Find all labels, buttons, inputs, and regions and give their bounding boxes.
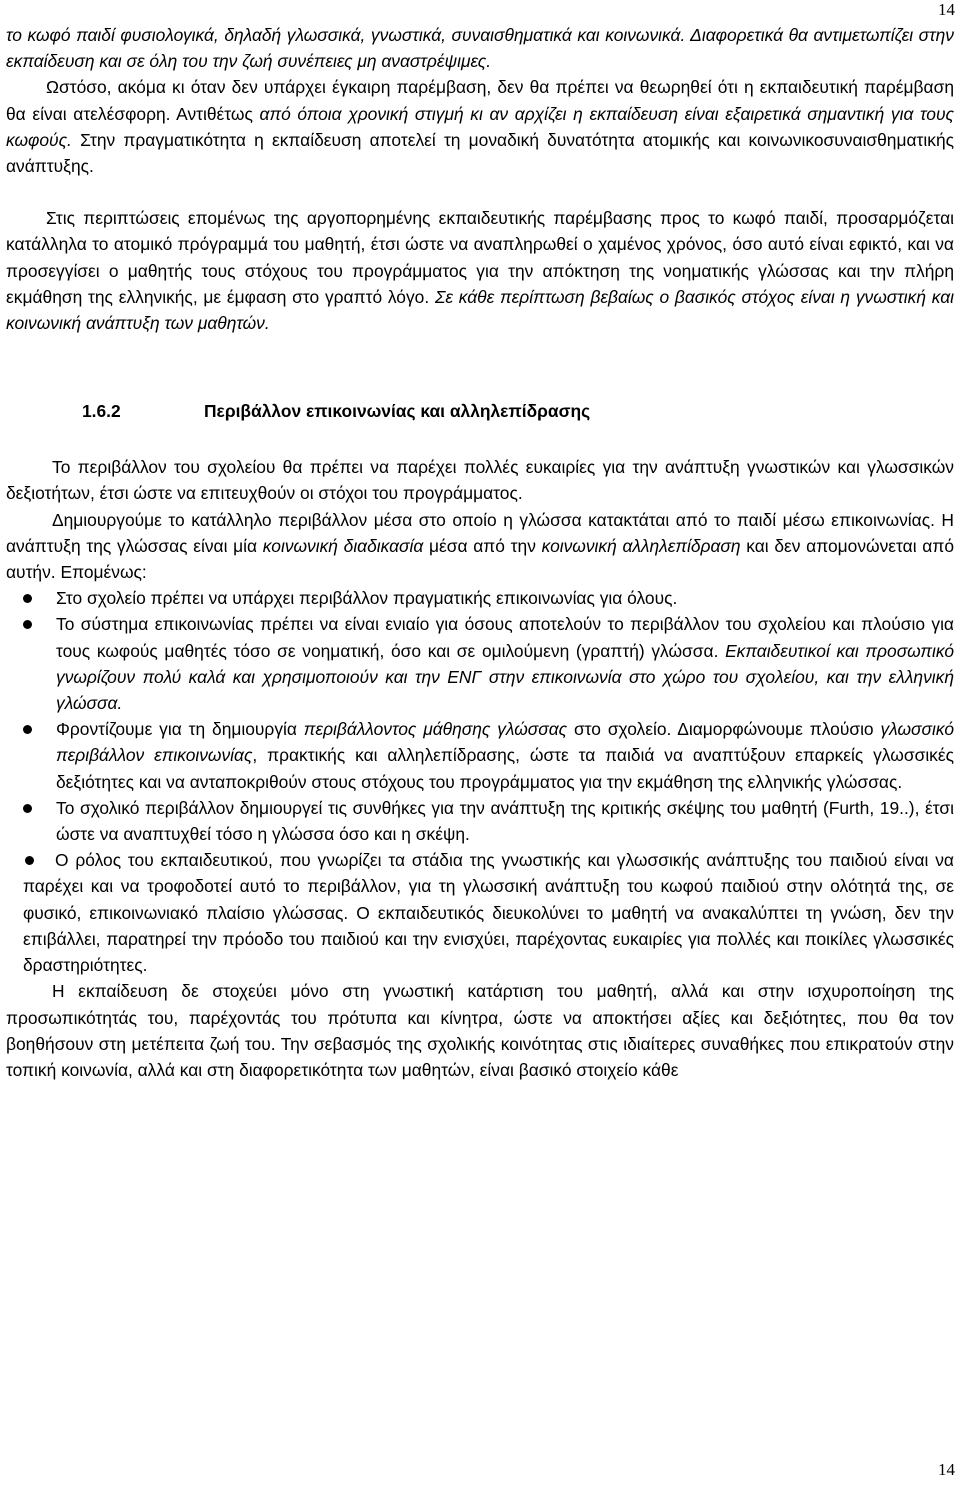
paragraph-school-environment — [6, 454, 954, 506]
paragraph-text: Η εκπαίδευση δε στοχεύει μόνο στη γνωστική κατάρτιση του μαθητή, αλλά και στην ισχυροποίηση της προσωπικότητάς του, παρέχοντάς του πρότυπα και κίνητρα, ώστε να αποκτήσει αξίες και δεξιότητες, που θα τον βοηθήσουν στη μετέπειτα ζωή του. Την σεβασμός της σχολικής κοινότητας στις ιδιαίτερες συναθήκες που επικρατούν στην τοπική κοινωνία, αλλά και στη διαφορετικότητα των μαθητών, είναι βασικό στοιχείο κάθε — [6, 981, 954, 1080]
emphasis-text: Σε κάθε περίπτωση βεβαίως ο βασικός στόχος είναι η γνωστική και κοινωνική ανάπτυξη των μαθητών. — [6, 286, 954, 334]
list-item — [6, 585, 954, 611]
list-item — [6, 847, 954, 978]
paragraph-communication — [6, 507, 954, 586]
paragraph-education-goals — [6, 978, 954, 1083]
emphasis-text: από όποια χρονική στιγμή κι αν αρχίζει η εκπαίδευση είναι εξαιρετικά σημαντική για τους κωφούς. — [6, 103, 954, 150]
list-item-text: Φροντίζουμε για τη δημιουργία — [56, 719, 304, 740]
paragraph-text: Το περιβάλλον του σχολείου θα πρέπει να παρέχει πολλές ευκαιρίες για την ανάπτυξη γνωστικών και γλωσσικών δεξιοτήτων, έτσι ώστε να επιτευχθούν οι στόχοι του προγράμματος. — [6, 457, 954, 504]
bullet-icon — [23, 804, 32, 813]
bullet-icon — [23, 594, 32, 603]
list-item-text: στο σχολείο. Διαμορφώνουμε πλούσιο — [567, 719, 881, 740]
bullet-list — [6, 585, 954, 978]
bullet-icon — [25, 856, 34, 865]
paragraph-continuation — [6, 22, 954, 74]
list-item-text: Στο σχολείο πρέπει να υπάρχει περιβάλλον πραγματικής επικοινωνίας για όλους. — [56, 588, 678, 609]
emphasis-text: κοινωνική διαδικασία — [262, 535, 424, 556]
page-number-bottom: 14 — [938, 1460, 955, 1479]
paragraph-late-intervention — [6, 205, 954, 336]
bullet-icon — [23, 725, 32, 734]
emphasis-text: κοινωνική αλληλεπίδραση — [541, 535, 741, 556]
list-item — [6, 795, 954, 847]
page-number-top: 14 — [938, 0, 955, 19]
list-item — [6, 611, 954, 716]
paragraph-text: Στις περιπτώσεις επομένως της αργοπορημένης εκπαιδευτικής παρέμβασης προς το κωφό παιδί, προσαρμόζεται κατάλληλα το ατομικό πρόγραμμά του μαθητή, έτσι ώστε να αναπληρωθεί ο χαμένος χρόνος, όσο αυτό είναι εφικτό, και να προσεγγίσει ο μαθητής τους στόχους του προγράμματος για την απόκτηση της νοηματικής γλώσσας και την πλήρη εκμάθηση της ελληνικής, με έμφαση στο γραπτό λόγο. — [6, 208, 954, 307]
paragraph-text: Στην πραγματικότητα η εκπαίδευση αποτελεί τη μοναδική δυνατότητα ατομικής και κοινωνικοσυναισθηματικής ανάπτυξης. — [6, 129, 954, 177]
list-item-text: Το σύστημα επικοινωνίας πρέπει να είναι ενιαίο για όσους αποτελούν το περιβάλλον του σχολείου και πλούσιο για τους κωφούς μαθητές τόσο σε νοηματική, όσο και σε ομιλούμενη (γραπτή) γλώσσα. — [56, 614, 954, 661]
paragraph-text: και δεν απομονώνεται από αυτήν. Επομένως: — [6, 535, 954, 583]
list-item-text: Το σχολικό περιβάλλον δημιουργεί τις συνθήκες για την ανάπτυξη της κριτικής σκέψης του μαθητή (Furth, 19..), έτσι ώστε να αναπτυχθεί τόσο η γλώσσα όσο και η σκέψη. — [56, 797, 954, 845]
paragraph-text: Ωστόσο, ακόμα κι όταν δεν υπάρχει έγκαιρη παρέμβαση, δεν θα πρέπει να θεωρηθεί ότι η εκπαιδευτική παρέμβαση θα είναι ατελέσφορη. Αντιθέτως — [6, 77, 954, 124]
paragraph-early-intervention — [6, 74, 954, 179]
paragraph-text: μέσα από την — [423, 535, 542, 556]
emphasis-text: περιβάλλοντος μάθησης γλώσσας — [303, 719, 568, 740]
section-number: 1.6.2 — [82, 401, 121, 422]
list-item — [6, 716, 954, 795]
paragraph-text: Δημιουργούμε το κατάλληλο περιβάλλον μέσα στο οποίο η γλώσσα κατακτάται από το παιδί μέσω επικοινωνίας. Η ανάπτυξη της γλώσσας είναι μία — [6, 509, 954, 556]
paragraph-text: το κωφό παιδί φυσιολογικά, δηλαδή γλωσσικά, γνωστικά, συναισθηματικά και κοινωνικά. Διαφορετικά θα αντιμετωπίζει στην εκπαίδευση και σε όλη του την ζωή συνέπειες μη αναστρέψιμες. — [6, 25, 954, 72]
emphasis-text: γλωσσικό περιβάλλον επικοινωνίας — [56, 719, 954, 766]
document-body — [6, 22, 954, 1083]
bullet-icon — [23, 620, 32, 629]
list-item-text: Ο ρόλος του εκπαιδευτικού, που γνωρίζει τα στάδια της γνωστικής και γλωσσικής ανάπτυξης του παιδιού είναι να παρέχει και να τροφοδοτεί αυτό το περιβάλλον, για τη γλωσσική ανάπτυξη του κωφού παιδιού στην ολότητά της, σε φυσικό, επικοινωνιακό πλαίσιο γλώσσας. Ο εκπαιδευτικός διευκολύνει το μαθητή να ανακαλύπτει τη γνώση, δεν την επιβάλλει, παρατηρεί την πρόοδο του παιδιού και την ενισχύει, παρέχοντας ευκαιρίες για πολλές και ποικίλες γλωσσικές δραστηριότητες. — [23, 850, 954, 976]
section-heading — [6, 398, 954, 424]
list-item-text: , πρακτικής και αλληλεπίδρασης, ώστε τα παιδιά να αναπτύξουν επαρκείς γλωσσικές δεξιότητες και να ανταποκριθούν στους στόχους του προγράμματος για την εκμάθηση της ελληνικής γλώσσας. — [56, 745, 955, 792]
section-title: Περιβάλλον επικοινωνίας και αλληλεπίδρασης — [204, 401, 591, 422]
emphasis-text: Εκπαιδευτικοί και προσωπικό γνωρίζουν πολύ καλά και χρησιμοποιούν και την ΕΝΓ στην επικοινωνία στο χώρο του σχολείου, και την ελληνική γλώσσα. — [56, 640, 955, 714]
